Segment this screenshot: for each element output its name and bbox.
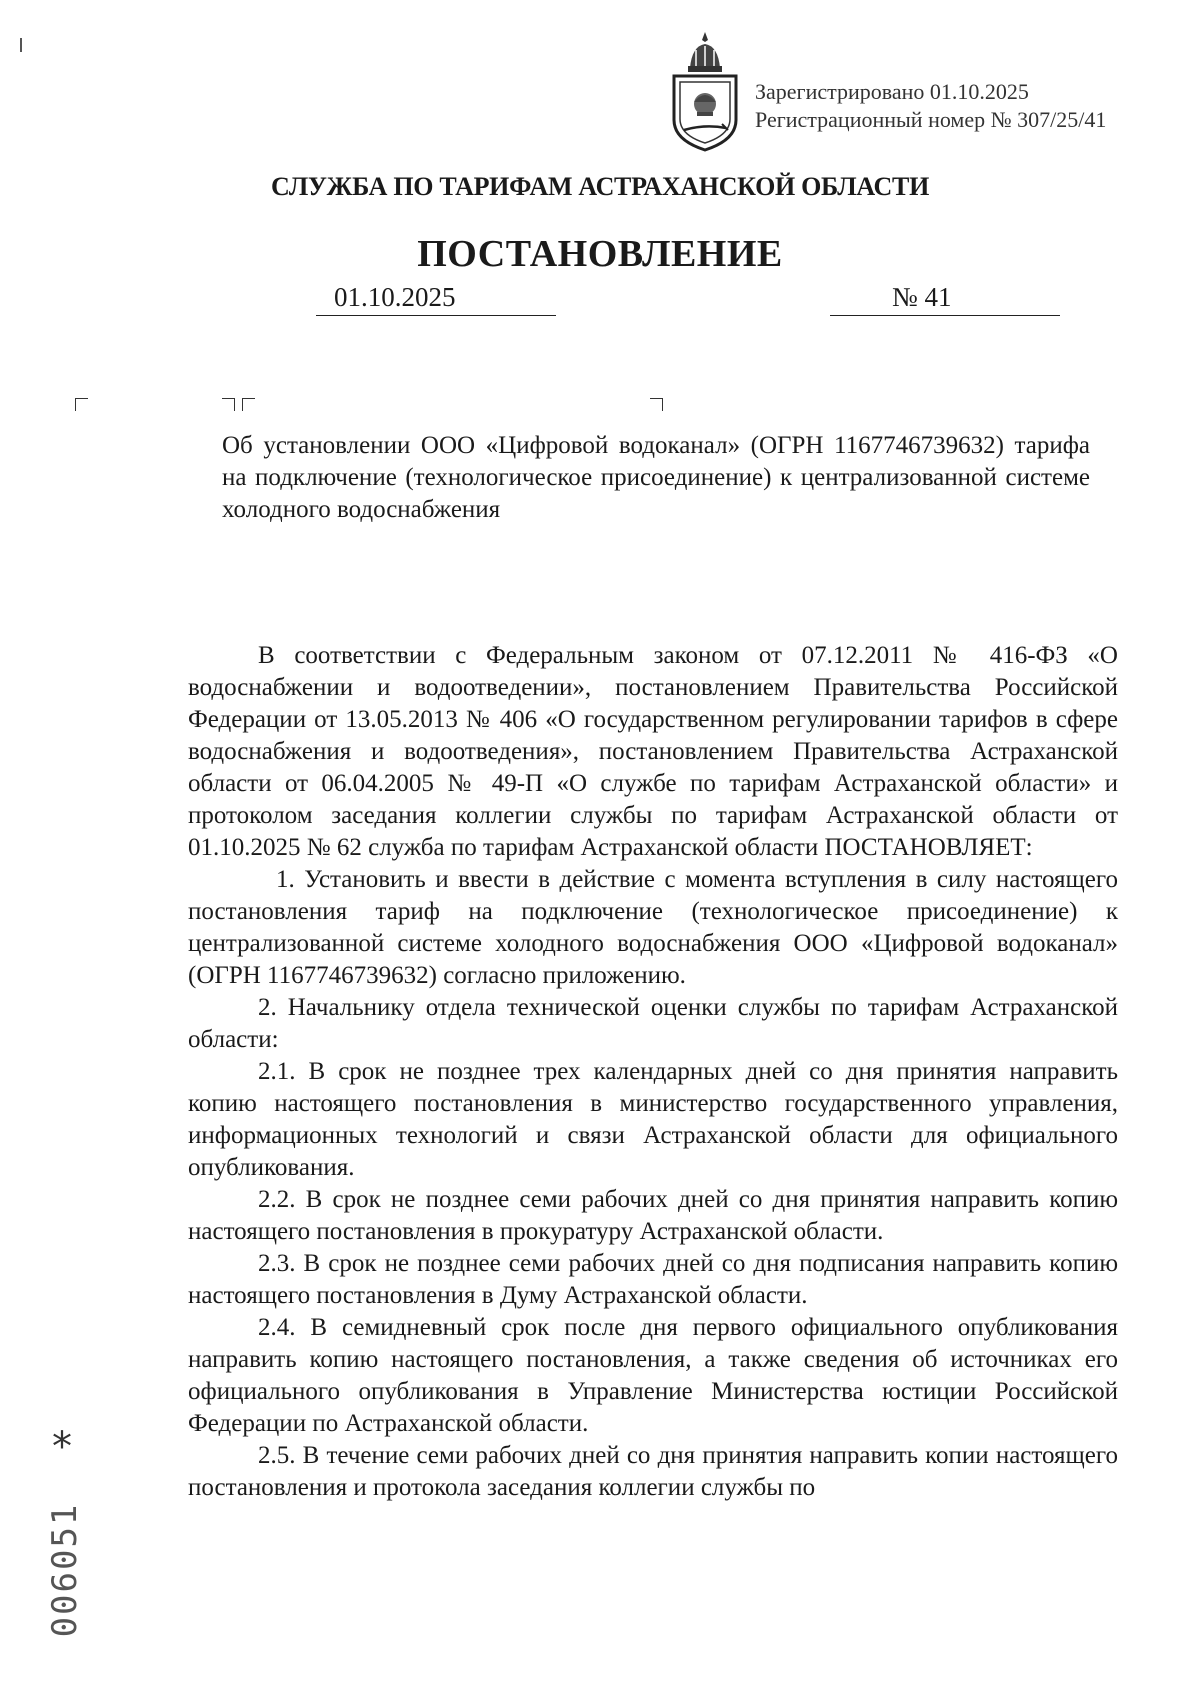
paragraph-2: 2. Начальнику отдела технической оценки службы по тарифам Астраханской области: xyxy=(188,994,1118,1053)
registration-block xyxy=(755,78,1106,134)
corner-mark-subject-end xyxy=(650,398,663,411)
preamble-paragraph: В соответствии с Федеральным законом от 07.12.2011 № 416-ФЗ «О водоснабжении и водоотведении», постановлением Правительства Российской Федерации от 13.05.2013 № 406 «О государственном регулировании тарифов в сфере водоснабжения и водоотведения», постановлением Правительства Астраханской области от 06.04.2005 № 49-П «О службе по тарифам Астраханской области» и протоколом заседания коллегии службы по тарифам Астраханской области от 01.10.2025 № 62 служба по тарифам Астраханской области ПОСТАНОВЛЯЕТ: xyxy=(188,642,1118,861)
document-date: 01.10.2025 xyxy=(316,282,556,316)
document-body xyxy=(188,640,1118,1504)
corner-mark-subject-open xyxy=(222,398,235,411)
document-number: № 41 xyxy=(830,282,1060,316)
document-subject: Об установлении ООО «Цифровой водоканал» (ОГРН 1167746739632) тарифа на подключение (технологическое присоединение) к централизованной системе холодного водоснабжения xyxy=(222,432,1090,523)
paragraph-2-2: 2.2. В срок не позднее семи рабочих дней со дня принятия направить копию настоящего постановления в прокуратуру Астраханской области. xyxy=(188,1186,1118,1245)
registration-number: Регистрационный номер № 307/25/41 xyxy=(755,107,1107,132)
paragraph-2-5: 2.5. В течение семи рабочих дней со дня принятия направить копии настоящего постановления и протокола заседания коллегии службы по xyxy=(188,1442,1118,1501)
document-title: ПОСТАНОВЛЕНИЕ xyxy=(417,233,783,275)
paragraph-2-1: 2.1. В срок не позднее трех календарных дней со дня принятия направить копию настоящего постановления в министерство государственного управления, информационных технологий и связи Астраханской области для официального опубликования. xyxy=(188,1058,1118,1181)
coat-of-arms-icon xyxy=(660,28,750,158)
scan-edge-mark xyxy=(20,38,22,52)
side-stamp-number: 006051 xyxy=(45,1502,85,1638)
side-asterisk: * xyxy=(52,1424,72,1470)
paragraph-2-4: 2.4. В семидневный срок после дня первого официального опубликования направить копию настоящего постановления, а также сведения об источниках его официального опубликования в Управление Министерства юстиции Российской Федерации по Астраханской области. xyxy=(188,1314,1118,1437)
corner-mark-subject-start xyxy=(242,398,255,411)
agency-name: СЛУЖБА ПО ТАРИФАМ АСТРАХАНСКОЙ ОБЛАСТИ xyxy=(271,172,929,201)
corner-mark-left xyxy=(75,398,88,411)
paragraph-1: 1. Установить и ввести в действие с момента вступления в силу настоящего постановления тариф на подключение (технологическое присоединение) к централизованной системе холодного водоснабжения ООО «Цифровой водоканал» (ОГРН 1167746739632) согласно приложению. xyxy=(188,866,1118,989)
side-stamp xyxy=(35,1470,95,1670)
paragraph-2-3: 2.3. В срок не позднее семи рабочих дней со дня подписания направить копию настоящего постановления в Думу Астраханской области. xyxy=(188,1250,1118,1309)
registration-date: Зарегистрировано 01.10.2025 xyxy=(755,79,1029,104)
